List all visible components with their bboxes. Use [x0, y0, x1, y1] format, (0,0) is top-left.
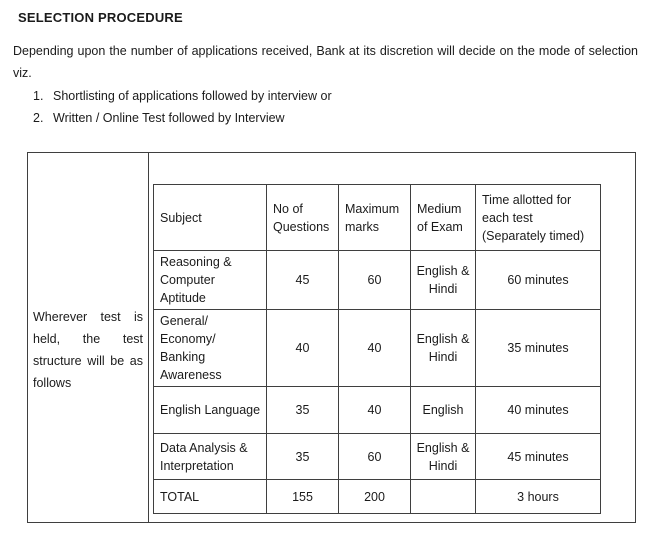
cell-questions: 40 [267, 310, 339, 387]
test-structure-outer-table [27, 152, 636, 523]
table-row [154, 310, 601, 387]
list-item [33, 107, 593, 129]
header-subject: Subject [154, 185, 267, 251]
cell-subject: General/ Economy/ Banking Awareness [154, 310, 267, 387]
table-row [154, 251, 601, 310]
inner-table-area [149, 153, 635, 522]
table-total-row [154, 480, 601, 514]
cell-medium: English & Hindi [411, 251, 476, 310]
cell-time: 45 minutes [476, 434, 601, 480]
list-item-number: 1. [33, 89, 44, 103]
cell-medium: English [411, 387, 476, 434]
selection-modes-list [33, 85, 593, 129]
header-time: Time allotted for each test (Separately timed) [476, 185, 601, 251]
cell-questions: 35 [267, 434, 339, 480]
page-title: SELECTION PROCEDURE [18, 10, 183, 25]
cell-medium-total [411, 480, 476, 514]
cell-marks: 40 [339, 387, 411, 434]
cell-subject: Data Analysis & Interpretation [154, 434, 267, 480]
cell-questions: 45 [267, 251, 339, 310]
side-note-text: Wherever test is held, the test structure will be as follows [33, 309, 143, 390]
cell-marks: 60 [339, 434, 411, 480]
list-item-text: Written / Online Test followed by Interview [53, 111, 285, 125]
table-row [154, 387, 601, 434]
cell-marks: 40 [339, 310, 411, 387]
header-questions: No of Questions [267, 185, 339, 251]
side-note-cell [28, 153, 149, 522]
cell-questions-total: 155 [267, 480, 339, 514]
cell-marks-total: 200 [339, 480, 411, 514]
header-marks: Maximum marks [339, 185, 411, 251]
header-medium: Medium of Exam [411, 185, 476, 251]
cell-subject: English Language [154, 387, 267, 434]
list-item [33, 85, 593, 107]
cell-medium: English & Hindi [411, 434, 476, 480]
cell-questions: 35 [267, 387, 339, 434]
cell-marks: 60 [339, 251, 411, 310]
table-row [154, 434, 601, 480]
cell-subject-total: TOTAL [154, 480, 267, 514]
test-structure-table [153, 184, 601, 514]
cell-time: 40 minutes [476, 387, 601, 434]
cell-time-total: 3 hours [476, 480, 601, 514]
list-item-number: 2. [33, 111, 44, 125]
cell-time: 35 minutes [476, 310, 601, 387]
list-item-text: Shortlisting of applications followed by interview or [53, 89, 332, 103]
cell-medium: English & Hindi [411, 310, 476, 387]
table-header-row [154, 185, 601, 251]
cell-subject: Reasoning & Computer Aptitude [154, 251, 267, 310]
intro-paragraph: Depending upon the number of applications received, Bank at its discretion will decide on the mode of selection viz. [13, 44, 638, 80]
cell-time: 60 minutes [476, 251, 601, 310]
